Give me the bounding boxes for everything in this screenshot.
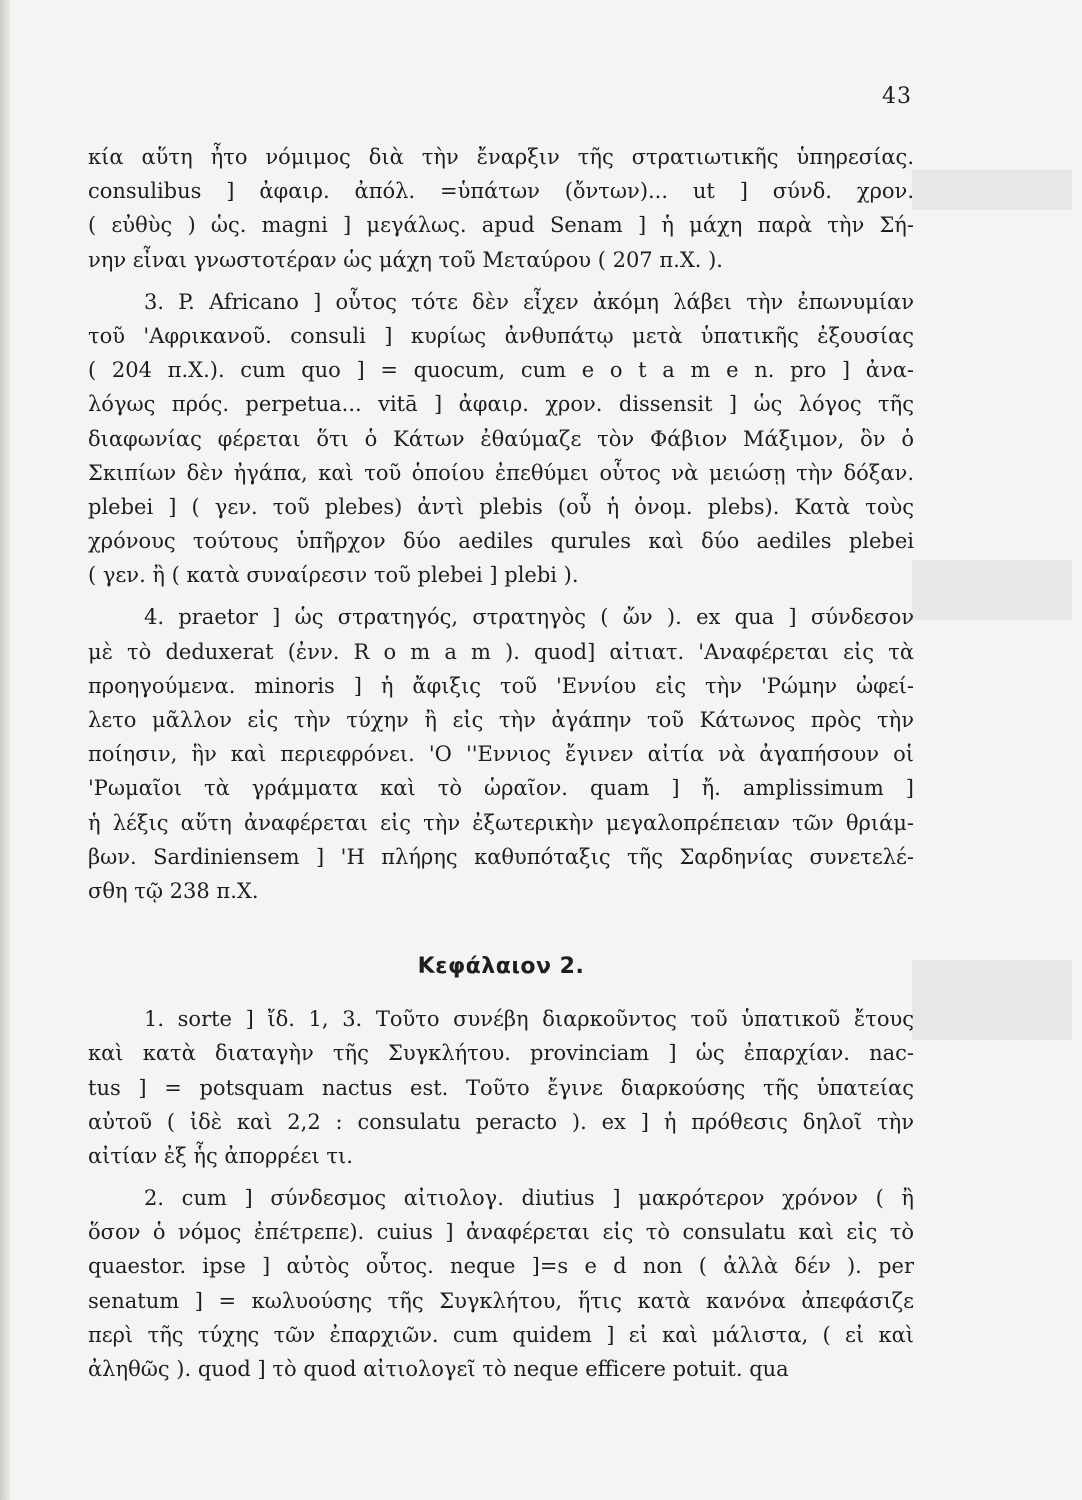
text-line: μὲ τὸ deduxerat (ἐνν. R o m a m ). quod] αἰτιατ. 'Αναφέρεται εἰς τὰ (88, 639, 914, 664)
text-line: προηγούμενα. minoris ] ἡ ἄφιξις τοῦ 'Εννίου εἰς τὴν 'Ρώμην ὠφεί- (88, 673, 914, 698)
text-line: ποίησιν, ἣν καὶ περιεφρόνει. 'Ο ''Εννιος ἔγινεν αἰτία νὰ ἀγαπήσουν οἱ (88, 742, 914, 767)
text-line: 4. praetor ] ὡς στρατηγός, στρατηγὸς ( ὤν ). ex qua ] σύνδεσον (144, 605, 914, 630)
text-line: περὶ τῆς τύχης τῶν ἐπαρχιῶν. cum quidem ] εἰ καὶ μάλιστα, ( εἰ καὶ (88, 1322, 914, 1347)
text-line: βων. Sardiniensem ] 'Η πλήρης καθυπόταξις τῆς Σαρδηνίας συνετελέ- (88, 844, 914, 869)
text-line: tus ] = potsquam nactus est. Τοῦτο ἔγινε διαρκούσης τῆς ὑπατείας (88, 1075, 914, 1100)
paragraph (88, 600, 914, 908)
page-edge-shadow (0, 0, 10, 1500)
text-line: Σκιπίων δὲν ἠγάπα, καὶ τοῦ ὁποίου ἐπεθύμει οὗτος νὰ μειώσῃ τὴν δόξαν. (88, 460, 914, 485)
chapter-heading: Κεφάλαιον 2. (417, 954, 585, 980)
text-line: quaestor. ipse ] αὐτὸς οὗτος. neque ]=s e d non ( ἀλλὰ δέν ). per (88, 1254, 914, 1279)
text-line: λόγως πρός. perpetua... vitā ] ἀφαιρ. χρον. dissensit ] ὡς λόγος τῆς (88, 392, 914, 417)
text-line: plebei ] ( γεν. τοῦ plebes) ἀντὶ plebis (οὗ ἡ ὀνομ. plebs). Κατὰ τοὺς (88, 494, 914, 519)
text-line: καὶ κατὰ διαταγὴν τῆς Συγκλήτου. provinciam ] ὡς ἐπαρχίαν. nac- (88, 1041, 914, 1066)
text-line: 3. P. Africano ] οὗτος τότε δὲν εἶχεν ἀκόμη λάβει τὴν ἐπωνυμίαν (144, 289, 914, 314)
bleed-through-mark (912, 960, 1072, 1040)
text-line: χρόνους τούτους ὑπῆρχον δύο aediles qurules καὶ δύο aediles plebei (88, 529, 914, 554)
commentary-section-after (88, 1002, 914, 1386)
text-line: λετο μᾶλλον εἰς τὴν τύχην ἢ εἰς τὴν ἀγάπην τοῦ Κάτωνος πρὸς τὴν (88, 708, 914, 732)
text-line: σθη τῷ 238 π.Χ. (88, 878, 259, 903)
text-line: αὐτοῦ ( ἰδὲ καὶ 2,2 : consulatu peracto ). ex ] ἡ πρόθεσις δηλοῖ τὴν (88, 1109, 914, 1134)
page-number: 43 (882, 84, 912, 109)
text-line: 1. sorte ] ἴδ. 1, 3. Τοῦτο συνέβη διαρκοῦντος τοῦ ὑπατικοῦ ἔτους (144, 1007, 914, 1032)
text-line: ὅσον ὁ νόμος ἐπέτρεπε). cuius ] ἀναφέρεται εἰς τὸ consulatu καὶ εἰς τὸ (88, 1220, 914, 1245)
commentary-text (88, 140, 914, 1386)
bleed-through-mark (912, 560, 1072, 620)
commentary-section-before (88, 140, 914, 908)
paragraph (88, 285, 914, 593)
text-line: τοῦ 'Αφρικανοῦ. consuli ] κυρίως ἀνθυπάτῳ μετὰ ὑπατικῆς ἐξουσίας (88, 323, 914, 348)
paragraph (88, 1002, 914, 1173)
text-line: αἰτίαν ἐξ ἧς ἀπορρέει τι. (88, 1143, 353, 1168)
text-line: ἀληθῶς ). quod ] τὸ quod αἰτιολογεῖ τὸ neque efficere potuit. qua (88, 1357, 789, 1381)
paragraph (88, 1181, 914, 1386)
bleed-through-mark (912, 170, 1072, 210)
text-line: κία αὕτη ἦτο νόμιμος διὰ τὴν ἔναρξιν τῆς στρατιωτικῆς ὑπηρεσίας. (88, 145, 914, 169)
text-line: ( 204 π.Χ.). cum quo ] = quocum, cum e o t a m e n. pro ] ἀνα- (88, 358, 914, 383)
text-line: διαφωνίας φέρεται ὅτι ὁ Κάτων ἐθαύμαζε τὸν Φάβιον Μάξιμον, ὃν ὁ (88, 426, 914, 451)
text-line: 2. cum ] σύνδεσμος αἰτιολογ. diutius ] μακρότερον χρόνον ( ἢ (144, 1186, 914, 1211)
text-line: consulibus ] ἀφαιρ. ἀπόλ. =ὑπάτων (ὄντων)... ut ] σύνδ. χρον. (88, 179, 914, 204)
text-line: ( εὐθὺς ) ὡς. magni ] μεγάλως. apud Senam ] ἡ μάχη παρὰ τὴν Σή- (88, 213, 914, 238)
text-line: 'Ρωμαῖοι τὰ γράμματα καὶ τὸ ὡραῖον. quam ] ἤ. amplissimum ] (88, 776, 914, 801)
paragraph (88, 140, 914, 277)
text-line: ἡ λέξις αὕτη ἀναφέρεται εἰς τὴν ἐξωτερικὴν μεγαλοπρέπειαν τῶν θριάμ- (88, 810, 914, 835)
text-line: ( γεν. ἢ ( κατὰ συναίρεσιν τοῦ plebei ] plebi ). (88, 563, 579, 588)
text-line: νην εἶναι γνωστοτέραν ὡς μάχη τοῦ Μεταύρου ( 207 π.Χ. ). (88, 247, 723, 272)
text-line: senatum ] = κωλυούσης τῆς Συγκλήτου, ἥτις κατὰ κανόνα ἀπεφάσιζε (88, 1288, 914, 1313)
